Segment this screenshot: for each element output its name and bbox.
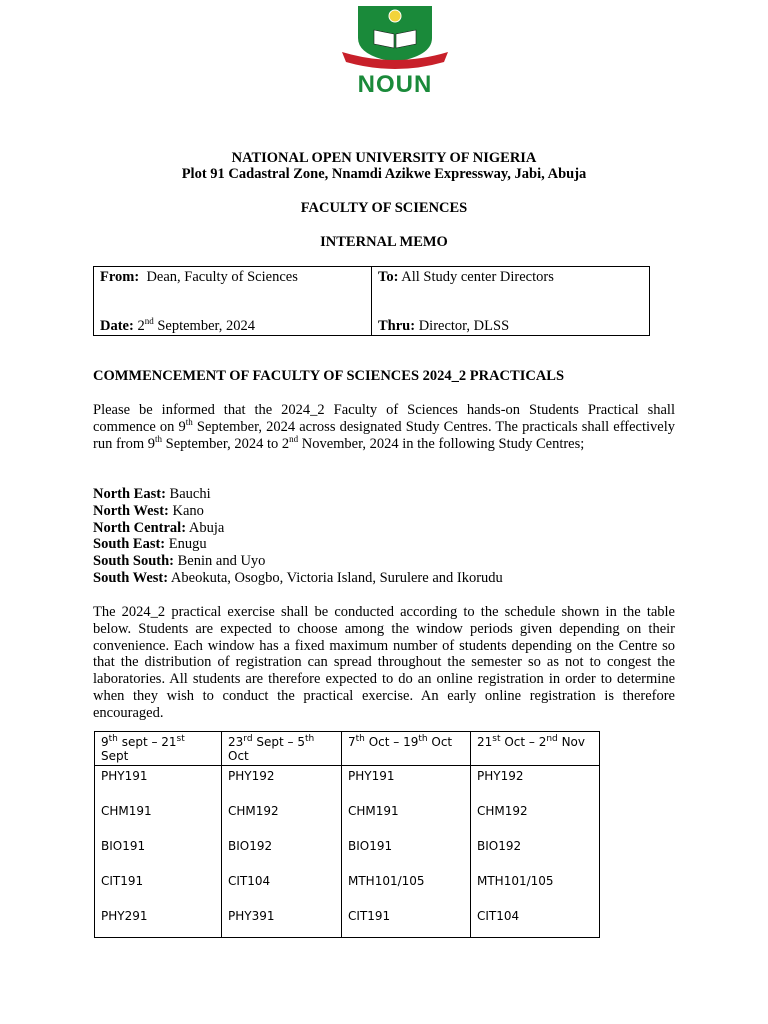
table-cell: CIT191 xyxy=(95,870,222,905)
region-item xyxy=(93,486,503,503)
region-value: Enugu xyxy=(168,536,207,553)
region-value: Abeokuta, Osogbo, Victoria Island, Surulere and Ikorudu xyxy=(170,569,503,586)
memo-thru xyxy=(378,318,509,335)
thru-label: Thru: xyxy=(378,318,416,334)
institution-address: Plot 91 Cadastral Zone, Nnamdi Azikwe Expressway, Jabi, Abuja xyxy=(181,166,587,182)
memo-left-col xyxy=(94,267,371,335)
p1-b-sup: th xyxy=(155,433,163,444)
memo-right-col xyxy=(371,267,649,335)
region-label: South East: xyxy=(93,536,166,553)
region-item xyxy=(93,503,503,520)
table-cell: PHY192 xyxy=(471,766,600,801)
region-label: North Central: xyxy=(93,519,187,536)
table-cell: CIT191 xyxy=(342,905,471,938)
schedule-table xyxy=(94,731,600,938)
memo-from xyxy=(100,269,298,286)
region-label: South West: xyxy=(93,569,169,586)
table-cell: MTH101/105 xyxy=(342,870,471,905)
p1-d: November, 2024 in the following Study Centres; xyxy=(298,435,585,452)
region-list xyxy=(93,486,503,587)
faculty-name: FACULTY OF SCIENCES xyxy=(300,200,468,216)
table-cell: BIO192 xyxy=(222,835,342,870)
date-label: Date: xyxy=(100,318,134,334)
region-item xyxy=(93,570,503,587)
region-label: North West: xyxy=(93,502,169,519)
table-cell: CHM192 xyxy=(471,800,600,835)
region-value: Kano xyxy=(172,502,204,519)
memo-subject: COMMENCEMENT OF FACULTY OF SCIENCES 2024_2 PRACTICALS xyxy=(93,368,565,384)
p1-b: September, 2024 across designated Study Centres. The practicals shall effectively run from 9 xyxy=(93,418,675,452)
table-header-row xyxy=(95,732,600,766)
p1-a: Please be informed that the 2024_2 Faculty of Sciences hands-on Students Practical shall commence on 9 xyxy=(93,402,675,435)
date-day: 2 xyxy=(137,318,145,334)
noun-logo xyxy=(336,4,454,96)
intro-paragraph xyxy=(93,402,675,452)
region-item xyxy=(93,553,503,570)
p1-a-sup: th xyxy=(185,416,193,427)
table-row xyxy=(95,870,600,905)
p1-c: September, 2024 to 2 xyxy=(162,435,290,452)
thru-value: Director, DLSS xyxy=(418,318,510,334)
table-header-cell: 9th sept – 21st Sept xyxy=(95,732,222,766)
table-cell: PHY391 xyxy=(222,905,342,938)
table-cell: PHY191 xyxy=(95,766,222,801)
memo-header-box xyxy=(93,266,650,336)
table-header-cell: 7th Oct – 19th Oct xyxy=(342,732,471,766)
region-value: Bauchi xyxy=(169,486,211,502)
table-cell: CIT104 xyxy=(222,870,342,905)
table-cell: BIO192 xyxy=(471,835,600,870)
schedule-paragraph: The 2024_2 practical exercise shall be conducted according to the schedule shown in the table below. Students are expected to choose among the window periods given depending on their convenience. Each window has a fixed maximum number of students depending on the Centre so that the distribution of registration can spread throughout the semester so as not to congest the laboratories. All students are therefore expected to do an online registration in order to determine when they wish to conduct the practical exercise. An early online registration is therefore encouraged. xyxy=(93,604,675,721)
table-cell: PHY192 xyxy=(222,766,342,801)
region-label: North East: xyxy=(93,486,166,502)
to-label: To: xyxy=(378,269,399,285)
from-label: From: xyxy=(100,269,140,285)
date-sup: nd xyxy=(144,316,154,327)
logo-eagle-icon xyxy=(389,10,401,22)
table-cell: MTH101/105 xyxy=(471,870,600,905)
table-cell: CHM191 xyxy=(95,800,222,835)
memo-type: INTERNAL MEMO xyxy=(320,234,448,250)
table-cell: PHY191 xyxy=(342,766,471,801)
table-cell: CHM192 xyxy=(222,800,342,835)
memo-to xyxy=(378,269,554,286)
p1-c-sup: nd xyxy=(289,433,299,444)
table-header-cell: 23rd Sept – 5th Oct xyxy=(222,732,342,766)
region-label: South South: xyxy=(93,553,174,570)
region-value: Abuja xyxy=(188,519,225,536)
memo-date xyxy=(100,318,255,335)
table-header-cell: 21st Oct – 2nd Nov xyxy=(471,732,600,766)
date-rest: September, 2024 xyxy=(157,318,256,334)
region-item xyxy=(93,536,503,553)
logo-text: NOUN xyxy=(357,71,433,96)
institution-name: NATIONAL OPEN UNIVERSITY OF NIGERIA xyxy=(231,150,537,166)
table-cell: BIO191 xyxy=(342,835,471,870)
table-row xyxy=(95,766,600,801)
table-row xyxy=(95,905,600,938)
region-value: Benin and Uyo xyxy=(177,553,266,570)
from-value: Dean, Faculty of Sciences xyxy=(146,269,298,285)
table-cell: PHY291 xyxy=(95,905,222,938)
table-row xyxy=(95,800,600,835)
table-cell: BIO191 xyxy=(95,835,222,870)
to-value: All Study center Directors xyxy=(401,269,554,285)
table-cell: CIT104 xyxy=(471,905,600,938)
region-item xyxy=(93,520,503,537)
table-cell: CHM191 xyxy=(342,800,471,835)
table-row xyxy=(95,835,600,870)
